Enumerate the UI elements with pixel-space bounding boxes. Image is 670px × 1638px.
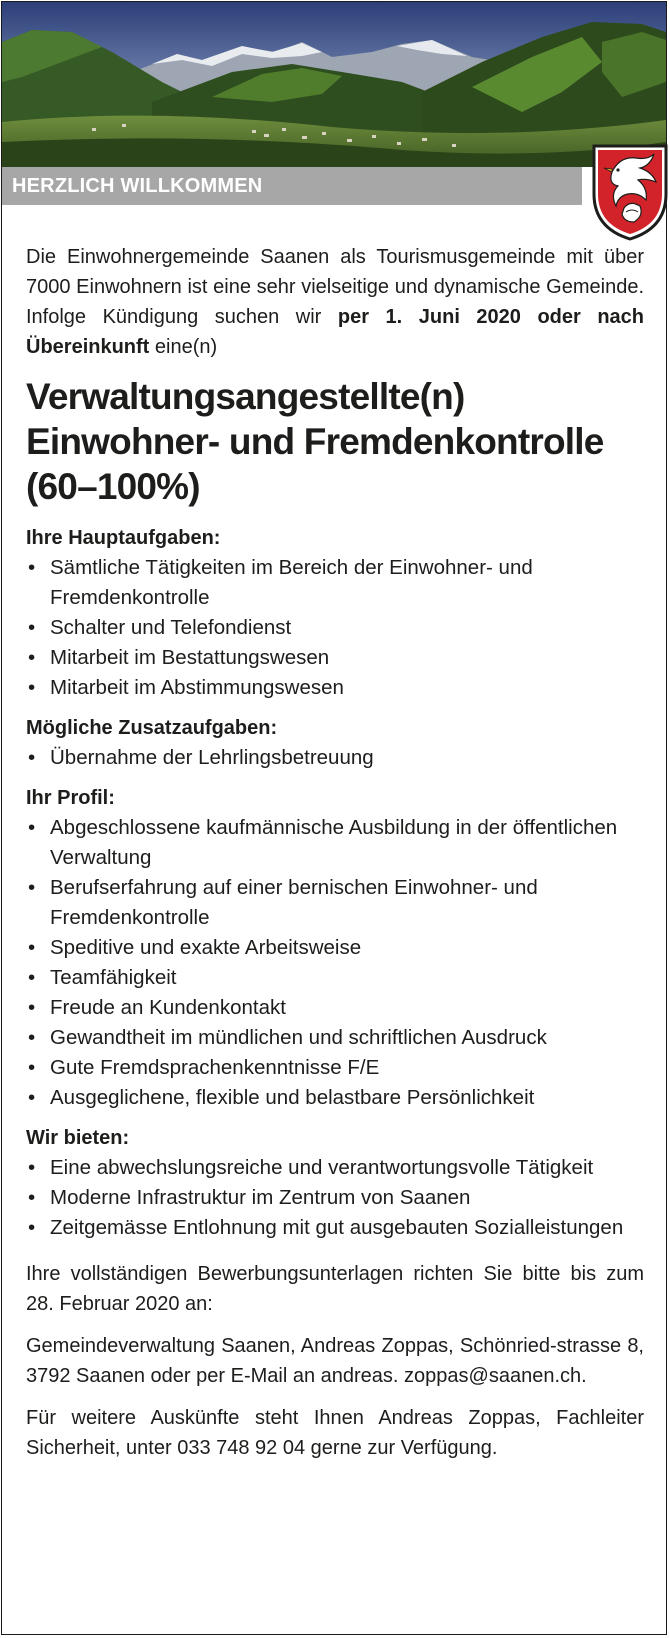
mountain-landscape-photo (2, 2, 666, 167)
section-hauptaufgaben (26, 523, 644, 703)
job-title: Verwaltungsangestellte(n) Einwohner- und Fremdenkontrolle (60–100%) (26, 376, 604, 507)
list-item: • Teamfähigkeit (28, 966, 177, 989)
deadline-paragraph: Ihre vollständigen Bewerbungsunterlagen richten Sie bitte bis zum 28. Februar 2020 an: (26, 1263, 644, 1315)
contact-paragraph: Für weitere Auskünfte steht Ihnen Andreas Zoppas, Fachleiter Sicherheit, unter 033 748 92 04 gerne zur Verfügung. (26, 1407, 644, 1459)
municipality-crest-icon (590, 142, 670, 242)
list-item: • Ausgeglichene, flexible und belastbare Persönlichkeit (28, 1086, 535, 1109)
section-angebot (26, 1123, 644, 1243)
list-item: • Freude an Kundenkontakt (28, 996, 286, 1019)
list-item: • Speditive und exakte Arbeitsweise (28, 936, 362, 959)
job-advertisement (1, 1, 667, 1635)
section-heading: Ihre Hauptaufgaben: (26, 527, 221, 549)
address-paragraph: Gemeindeverwaltung Saanen, Andreas Zoppas, Schönried-strasse 8, 3792 Saanen oder per E-Mail an andreas. zoppas@saanen.ch. (26, 1335, 644, 1387)
section-heading: Mögliche Zusatzaufgaben: (26, 717, 278, 739)
list-item: • Schalter und Telefondienst (28, 616, 292, 639)
list-item: • Übernahme der Lehrlingsbetreuung (28, 746, 374, 769)
section-heading: Ihr Profil: (26, 787, 115, 809)
intro-paragraph: Die Einwohnergemeinde Saanen als Tourismusgemeinde mit über 7000 Einwohnern ist eine sehr vielseitige und dynamische Gemeinde. Infolge Kündigung suchen wir per 1. Juni 2020 oder nach Übereinkunft eine(n) (26, 246, 644, 358)
section-zusatzaufgaben (26, 713, 644, 773)
list-item: • Mitarbeit im Abstimmungswesen (28, 676, 344, 699)
list-item: • Abgeschlossene kaufmännische Ausbildung in der öffentlichen Verwaltung (28, 816, 618, 869)
list-item: • Eine abwechslungsreiche und verantwortungsvolle Tätigkeit (28, 1156, 594, 1179)
list-item: • Moderne Infrastruktur im Zentrum von Saanen (28, 1186, 471, 1209)
ad-content (26, 242, 644, 1475)
list-item: • Gute Fremdsprachenkenntnisse F/E (28, 1056, 380, 1079)
list-item: • Zeitgemässe Entlohnung mit gut ausgebauten Sozialleistungen (28, 1216, 624, 1239)
list-item: • Gewandtheit im mündlichen und schriftlichen Ausdruck (28, 1026, 547, 1049)
list-item: • Berufserfahrung auf einer bernischen Einwohner- und Fremdenkontrolle (28, 876, 538, 929)
section-profil (26, 783, 644, 1113)
start-date-emphasis: per 1. Juni 2020 oder nach Übereinkunft (26, 306, 644, 358)
list-item: • Sämtliche Tätigkeiten im Bereich der Einwohner- und Fremdenkontrolle (28, 556, 533, 609)
list-item: • Mitarbeit im Bestattungswesen (28, 646, 330, 669)
section-heading: Wir bieten: (26, 1127, 130, 1149)
welcome-banner: HERZLICH WILLKOMMEN (2, 167, 582, 205)
